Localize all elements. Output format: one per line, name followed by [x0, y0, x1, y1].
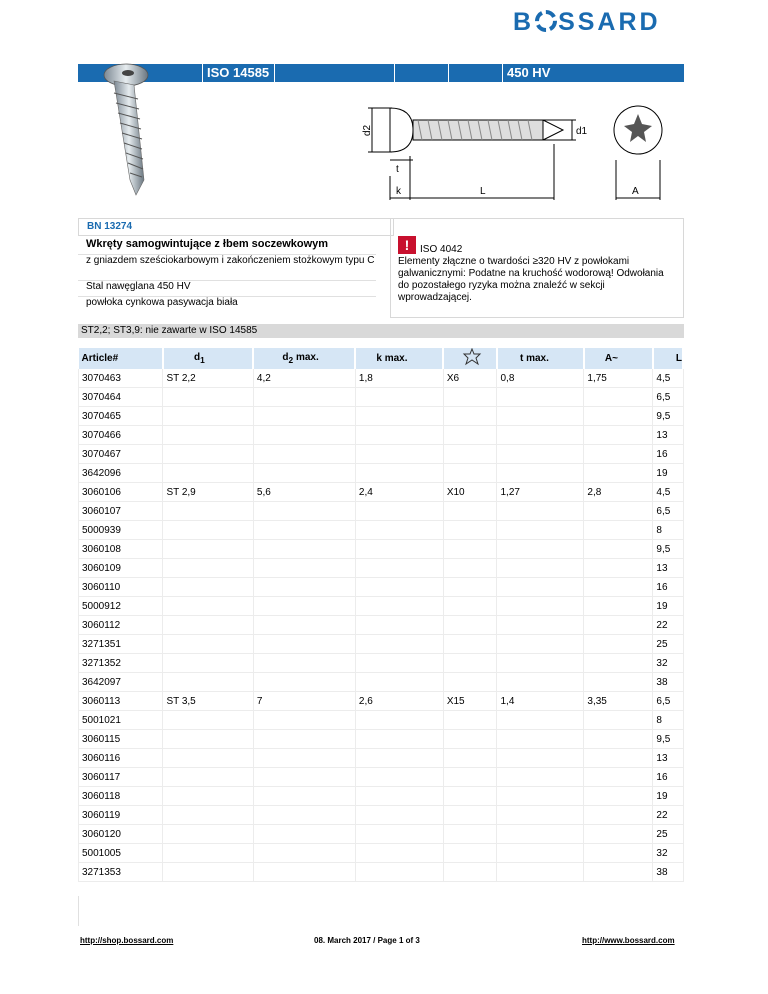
cell-d2 — [253, 502, 355, 521]
table-row — [79, 578, 684, 597]
cell-k — [355, 464, 443, 483]
hardness-label: 450 HV — [502, 64, 683, 82]
cell-drive — [443, 616, 497, 635]
cell-a — [584, 407, 653, 426]
cell-k — [355, 578, 443, 597]
cell-t — [497, 673, 584, 692]
cell-t — [497, 844, 584, 863]
cell-d2 — [253, 635, 355, 654]
cell-d2 — [253, 825, 355, 844]
cell-t — [497, 426, 584, 445]
table-row — [79, 863, 684, 882]
cell-d1 — [163, 502, 253, 521]
cell-a — [584, 711, 653, 730]
product-description: z gniazdem sześciokarbowym i zakończeniem stożkowym typu C — [78, 254, 376, 279]
header-t: t max. — [497, 348, 584, 369]
product-material: Stal nawęglana 450 HV — [78, 280, 376, 295]
cell-d2 — [253, 711, 355, 730]
product-title: Wkręty samogwintujące z łbem soczewkowym — [86, 238, 329, 250]
cell-t — [497, 597, 584, 616]
cell-t — [497, 578, 584, 597]
cell-d2 — [253, 578, 355, 597]
cell-k — [355, 521, 443, 540]
cell-d1: ST 2,2 — [163, 369, 253, 388]
cell-d1 — [163, 540, 253, 559]
cell-drive — [443, 635, 497, 654]
technical-drawing — [358, 100, 688, 210]
cell-d1 — [163, 521, 253, 540]
cell-drive — [443, 559, 497, 578]
cell-a — [584, 540, 653, 559]
table-row — [79, 388, 684, 407]
cell-t — [497, 407, 584, 426]
cell-a — [584, 806, 653, 825]
cell-l: 19 — [653, 464, 683, 483]
cell-k — [355, 825, 443, 844]
cell-l: 22 — [653, 616, 683, 635]
cell-article: 3060106 — [79, 483, 163, 502]
cell-article: 3070465 — [79, 407, 163, 426]
cell-d2: 7 — [253, 692, 355, 711]
cell-article: 3070467 — [79, 445, 163, 464]
cell-d1 — [163, 730, 253, 749]
cell-drive — [443, 654, 497, 673]
table-row — [79, 616, 684, 635]
cell-l: 9,5 — [653, 730, 683, 749]
cell-d2 — [253, 806, 355, 825]
table-row — [79, 540, 684, 559]
cell-article: 3070463 — [79, 369, 163, 388]
table-row — [79, 692, 684, 711]
cell-a — [584, 388, 653, 407]
cell-drive — [443, 749, 497, 768]
cell-drive — [443, 388, 497, 407]
cell-a — [584, 730, 653, 749]
table-row — [79, 445, 684, 464]
cell-t — [497, 806, 584, 825]
header-article: Article# — [79, 348, 163, 369]
cell-k: 1,8 — [355, 369, 443, 388]
cell-t: 0,8 — [497, 369, 584, 388]
warning-icon: ! — [398, 236, 416, 254]
article-table — [78, 348, 684, 882]
cell-t — [497, 711, 584, 730]
cell-d2 — [253, 749, 355, 768]
cell-d2 — [253, 597, 355, 616]
cell-article: 3060113 — [79, 692, 163, 711]
cell-k — [355, 559, 443, 578]
cell-t — [497, 559, 584, 578]
cell-l: 25 — [653, 825, 683, 844]
cell-l: 25 — [653, 635, 683, 654]
cell-a: 3,35 — [584, 692, 653, 711]
cell-d1 — [163, 711, 253, 730]
cell-l: 13 — [653, 559, 683, 578]
cell-t — [497, 502, 584, 521]
dim-d1-label: d1 — [576, 126, 588, 137]
header-d2: $d_2$ max. — [253, 348, 355, 369]
footer-page-info: 08. March 2017 / Page 1 of 3 — [314, 936, 420, 945]
cell-drive — [443, 578, 497, 597]
cell-d2 — [253, 445, 355, 464]
cell-k — [355, 445, 443, 464]
divider — [78, 896, 79, 926]
cell-a — [584, 578, 653, 597]
cell-d1 — [163, 863, 253, 882]
cell-k — [355, 844, 443, 863]
cell-l: 22 — [653, 806, 683, 825]
cell-d1 — [163, 407, 253, 426]
cell-drive — [443, 806, 497, 825]
title-bar-cell — [274, 64, 395, 82]
cell-article: 3070464 — [79, 388, 163, 407]
product-coating: powłoka cynkowa pasywacja biała — [78, 296, 376, 311]
screw-photo — [96, 55, 196, 215]
warning-ref: ISO 4042 — [420, 244, 463, 255]
cell-t — [497, 730, 584, 749]
cell-t — [497, 464, 584, 483]
cell-l: 13 — [653, 426, 683, 445]
cell-a — [584, 597, 653, 616]
cell-k: 2,6 — [355, 692, 443, 711]
cell-a — [584, 616, 653, 635]
website-link[interactable]: http://www.bossard.com — [582, 936, 675, 945]
dim-l-label: L — [480, 186, 486, 197]
cell-article: 3060118 — [79, 787, 163, 806]
cell-drive — [443, 787, 497, 806]
cell-a — [584, 787, 653, 806]
cell-a — [584, 559, 653, 578]
cell-d2 — [253, 388, 355, 407]
cell-d1 — [163, 844, 253, 863]
table-row — [79, 673, 684, 692]
cell-drive — [443, 464, 497, 483]
cell-drive — [443, 844, 497, 863]
table-row — [79, 806, 684, 825]
cell-a — [584, 502, 653, 521]
cell-d2 — [253, 654, 355, 673]
dim-a-label: A — [632, 186, 639, 197]
cell-d2 — [253, 426, 355, 445]
cell-k — [355, 768, 443, 787]
cell-article: 3060120 — [79, 825, 163, 844]
cell-l: 8 — [653, 521, 683, 540]
table-row — [79, 635, 684, 654]
cell-k — [355, 616, 443, 635]
cell-drive: X15 — [443, 692, 497, 711]
cell-article: 3060107 — [79, 502, 163, 521]
table-row — [79, 787, 684, 806]
cell-article: 3642096 — [79, 464, 163, 483]
cell-a: 2,8 — [584, 483, 653, 502]
header-k: k max. — [355, 348, 443, 369]
cell-k — [355, 407, 443, 426]
cell-drive — [443, 673, 497, 692]
cell-article: 3060115 — [79, 730, 163, 749]
cell-d2 — [253, 540, 355, 559]
cell-a — [584, 654, 653, 673]
cell-k — [355, 426, 443, 445]
cell-d1 — [163, 426, 253, 445]
cell-d1 — [163, 388, 253, 407]
footer-left — [80, 936, 173, 945]
cell-article: 3060119 — [79, 806, 163, 825]
cell-t — [497, 616, 584, 635]
cell-k — [355, 635, 443, 654]
table-body — [79, 369, 684, 882]
cell-d2 — [253, 616, 355, 635]
cell-d1 — [163, 559, 253, 578]
table-row — [79, 521, 684, 540]
cell-t — [497, 654, 584, 673]
cell-k — [355, 654, 443, 673]
table-row — [79, 369, 684, 388]
cell-t — [497, 445, 584, 464]
cell-a — [584, 673, 653, 692]
cell-l: 9,5 — [653, 540, 683, 559]
footer-right — [582, 936, 675, 945]
cell-l: 8 — [653, 711, 683, 730]
cell-d2 — [253, 464, 355, 483]
cell-drive — [443, 863, 497, 882]
cell-d1 — [163, 445, 253, 464]
cell-k — [355, 730, 443, 749]
cell-a — [584, 426, 653, 445]
header-l: L — [653, 348, 683, 369]
cell-a — [584, 464, 653, 483]
table-row — [79, 483, 684, 502]
cell-l: 38 — [653, 863, 683, 882]
cell-d1 — [163, 464, 253, 483]
title-bar-cell — [394, 64, 449, 82]
cell-l: 32 — [653, 654, 683, 673]
table-row — [79, 426, 684, 445]
cell-drive — [443, 426, 497, 445]
cell-d1 — [163, 768, 253, 787]
cell-d1 — [163, 654, 253, 673]
cell-article: 3070466 — [79, 426, 163, 445]
table-row — [79, 597, 684, 616]
torx-drive-icon — [462, 348, 482, 366]
cell-article: 5000912 — [79, 597, 163, 616]
cell-d1 — [163, 825, 253, 844]
header-a: A~ — [584, 348, 653, 369]
cell-article: 3060116 — [79, 749, 163, 768]
cell-t — [497, 388, 584, 407]
cell-l: 32 — [653, 844, 683, 863]
cell-article: 3271353 — [79, 863, 163, 882]
cell-d2 — [253, 730, 355, 749]
cell-d2 — [253, 768, 355, 787]
table-row — [79, 502, 684, 521]
table-row — [79, 749, 684, 768]
cell-article: 5000939 — [79, 521, 163, 540]
cell-k — [355, 597, 443, 616]
table-header-row — [79, 348, 684, 369]
cell-d2: 4,2 — [253, 369, 355, 388]
cell-k — [355, 540, 443, 559]
cell-d2 — [253, 863, 355, 882]
cell-d1 — [163, 616, 253, 635]
cell-drive — [443, 521, 497, 540]
table-row — [79, 711, 684, 730]
cell-k — [355, 787, 443, 806]
cell-drive — [443, 711, 497, 730]
cell-drive: X6 — [443, 369, 497, 388]
cell-t — [497, 635, 584, 654]
cell-article: 3060117 — [79, 768, 163, 787]
cell-drive — [443, 730, 497, 749]
table-row — [79, 654, 684, 673]
cell-article: 3271351 — [79, 635, 163, 654]
header-drive — [443, 348, 497, 369]
cell-l: 16 — [653, 578, 683, 597]
cell-l: 6,5 — [653, 502, 683, 521]
cell-drive — [443, 825, 497, 844]
cell-l: 6,5 — [653, 388, 683, 407]
cell-drive: X10 — [443, 483, 497, 502]
table-row — [79, 464, 684, 483]
cell-a — [584, 768, 653, 787]
cell-article: 3060110 — [79, 578, 163, 597]
cell-article: 3060109 — [79, 559, 163, 578]
shop-link[interactable]: http://shop.bossard.com — [80, 936, 174, 945]
cell-a — [584, 635, 653, 654]
cell-a: 1,75 — [584, 369, 653, 388]
logo-b: B — [513, 8, 535, 36]
standard-label: ISO 14585 C — [202, 64, 277, 82]
cell-l: 13 — [653, 749, 683, 768]
cell-article: 5001005 — [79, 844, 163, 863]
cell-d2: 5,6 — [253, 483, 355, 502]
cell-t: 1,27 — [497, 483, 584, 502]
table-row — [79, 407, 684, 426]
table-row — [79, 844, 684, 863]
cell-article: 3060112 — [79, 616, 163, 635]
cell-d2 — [253, 844, 355, 863]
cell-d1 — [163, 787, 253, 806]
cell-a — [584, 749, 653, 768]
dim-k-label: k — [396, 186, 401, 197]
cell-k — [355, 673, 443, 692]
cell-l: 16 — [653, 445, 683, 464]
cell-d1 — [163, 578, 253, 597]
cell-k — [355, 502, 443, 521]
title-bar-cell — [448, 64, 503, 82]
cell-drive — [443, 502, 497, 521]
cell-k — [355, 749, 443, 768]
logo-o-icon — [534, 9, 558, 33]
cell-k — [355, 711, 443, 730]
dim-t-label: t — [396, 164, 399, 175]
cell-l: 4,5 — [653, 369, 683, 388]
cell-a — [584, 863, 653, 882]
cell-d2 — [253, 407, 355, 426]
cell-drive — [443, 597, 497, 616]
cell-l: 6,5 — [653, 692, 683, 711]
cell-k — [355, 388, 443, 407]
cell-t — [497, 540, 584, 559]
cell-t — [497, 825, 584, 844]
cell-d1 — [163, 597, 253, 616]
cell-k: 2,4 — [355, 483, 443, 502]
cell-a — [584, 521, 653, 540]
bossard-logo — [513, 8, 685, 38]
cell-d2 — [253, 673, 355, 692]
cell-a — [584, 825, 653, 844]
cell-article: 3271352 — [79, 654, 163, 673]
cell-t: 1,4 — [497, 692, 584, 711]
cell-t — [497, 768, 584, 787]
cell-l: 19 — [653, 597, 683, 616]
cell-drive — [443, 407, 497, 426]
table-row — [79, 559, 684, 578]
cell-drive — [443, 445, 497, 464]
cell-d2 — [253, 787, 355, 806]
logo-rest: SSARD — [558, 8, 661, 36]
cell-drive — [443, 768, 497, 787]
cell-article: 5001021 — [79, 711, 163, 730]
cell-l: 16 — [653, 768, 683, 787]
cell-article: 3060108 — [79, 540, 163, 559]
cell-k — [355, 863, 443, 882]
cell-t — [497, 863, 584, 882]
cell-d1 — [163, 806, 253, 825]
cell-d1 — [163, 635, 253, 654]
remark-bar: ST2,2; ST3,9: nie zawarte w ISO 14585 — [78, 324, 684, 338]
table-row — [79, 825, 684, 844]
cell-article: 3642097 — [79, 673, 163, 692]
cell-d2 — [253, 559, 355, 578]
cell-t — [497, 787, 584, 806]
cell-d1 — [163, 673, 253, 692]
cell-d2 — [253, 521, 355, 540]
cell-t — [497, 521, 584, 540]
warning-text: Elementy złączne o twardości ≥320 HV z powłokami galwanicznymi: Podatne na kruchość wodorową! Odwołania do pozostałego ryzyka można znaleźć w sekcji wprowadzającej. — [398, 256, 664, 303]
cell-d1 — [163, 749, 253, 768]
cell-l: 19 — [653, 787, 683, 806]
cell-drive — [443, 540, 497, 559]
cell-a — [584, 844, 653, 863]
dim-d2-label: d2 — [362, 124, 373, 136]
cell-d1: ST 3,5 — [163, 692, 253, 711]
cell-l: 4,5 — [653, 483, 683, 502]
cell-k — [355, 806, 443, 825]
header-d1: $d_1$ — [163, 348, 253, 369]
cell-a — [584, 445, 653, 464]
cell-t — [497, 749, 584, 768]
cell-d1: ST 2,9 — [163, 483, 253, 502]
cell-l: 9,5 — [653, 407, 683, 426]
table-row — [79, 768, 684, 787]
table-row — [79, 730, 684, 749]
bn-number: BN 13274 — [78, 218, 394, 236]
cell-l: 38 — [653, 673, 683, 692]
